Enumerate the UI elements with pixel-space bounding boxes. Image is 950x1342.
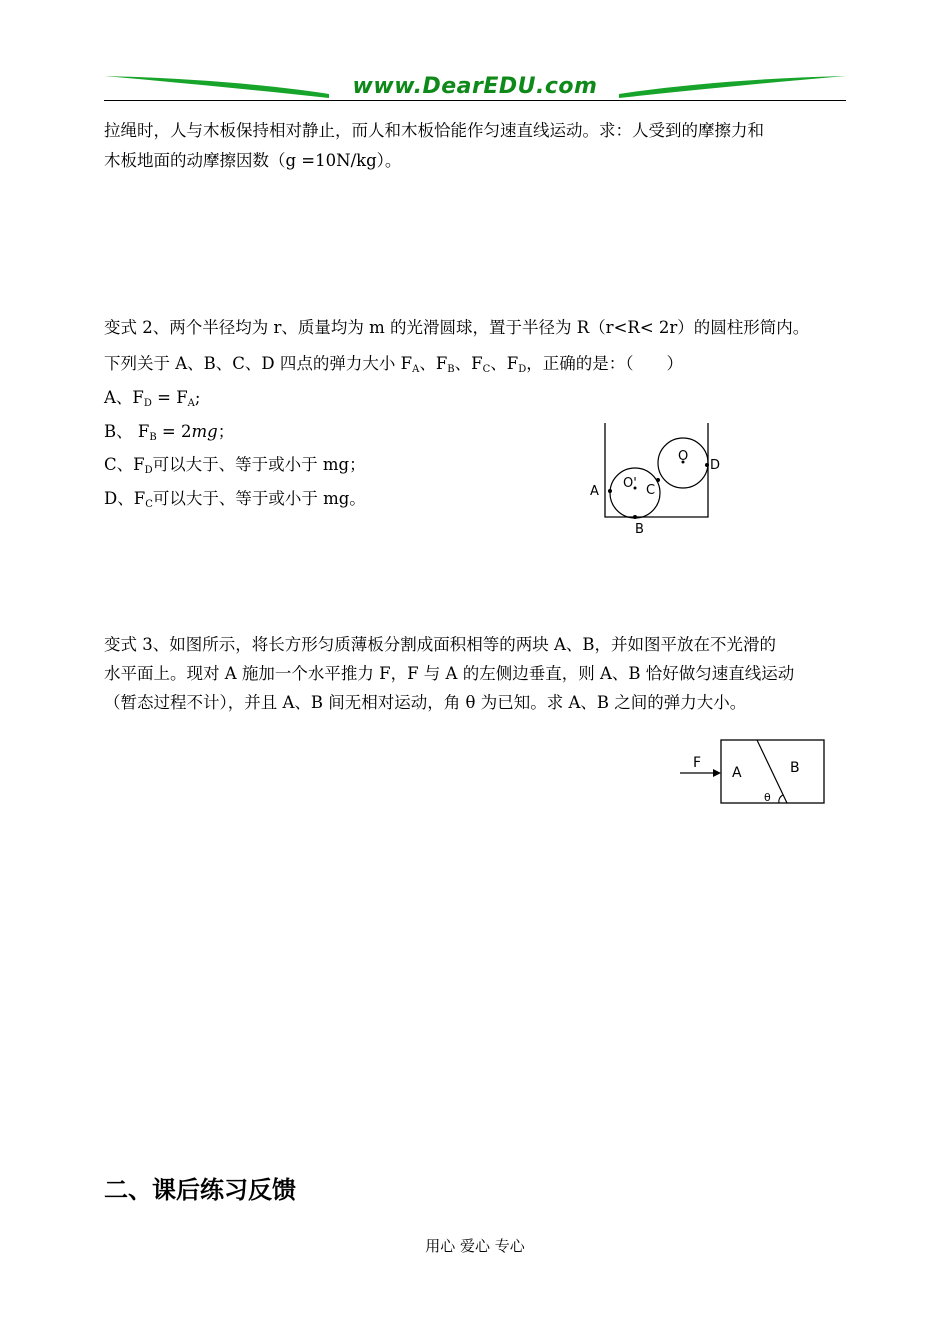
v2-line1: 变式 2、两个半径均为 r、质量均为 m 的光滑圆球，置于半径为 R（r<R< 2r）的圆柱形筒内。 — [104, 318, 810, 337]
logo-text: www.DearEDU.com — [352, 74, 598, 99]
header-logo — [104, 74, 846, 102]
section-heading: 二、课后练习反馈 — [104, 1176, 296, 1204]
fig1-label-a: A — [590, 484, 599, 499]
p1-line2: 木板地面的动摩擦因数（g =10N/kg）。 — [104, 151, 402, 170]
fig1-label-d: D — [710, 458, 721, 473]
option-b: B、 $F_B = 2mg$； — [104, 422, 235, 443]
option-a: A、$F_D = F_A$; — [104, 388, 201, 409]
page-footer: 用心 爱心 专心 — [425, 1237, 525, 1255]
p1-line1: 拉绳时，人与木板保持相对静止，而人和木板恰能作匀速直线运动。求：人受到的摩擦力和 — [104, 121, 764, 140]
fig1-label-o1: O' — [623, 476, 637, 491]
force-arrow-icon — [713, 769, 721, 777]
fig1-label-b: B — [635, 522, 644, 537]
fig2-label-theta: θ — [764, 791, 771, 804]
fig2-label-f: F — [693, 755, 702, 771]
fig1-label-o2: O — [678, 449, 689, 464]
v3-line3: （暂态过程不计），并且 A、B 间无相对运动，角 θ 为已知。求 A、B 之间的弹力大小。 — [104, 693, 747, 712]
v3-line1: 变式 3、如图所示，将长方形匀质薄板分割成面积相等的两块 A、B，并如图平放在不光滑的 — [104, 635, 777, 654]
figure-plate-ab — [675, 735, 830, 810]
figure-balls-in-cylinder — [585, 415, 735, 540]
fig2-label-a: A — [732, 765, 742, 781]
fig2-label-b: B — [790, 760, 800, 776]
header-rule — [104, 100, 846, 101]
option-c: C、$F_D$可以大于、等于或小于 mg； — [104, 455, 366, 476]
v2-line2: 下列关于 A、B、C、D 四点的弹力大小 $F_A$、$F_B$、$F_C$、$F_D$，正确的是：（ ） — [104, 354, 683, 375]
fig1-label-c: C — [646, 483, 656, 498]
option-d: D、$F_C$可以大于、等于或小于 mg。 — [104, 489, 366, 510]
v3-line2: 水平面上。现对 A 施加一个水平推力 F，F 与 A 的左侧边垂直，则 A、B 恰好做匀速直线运动 — [104, 664, 795, 683]
